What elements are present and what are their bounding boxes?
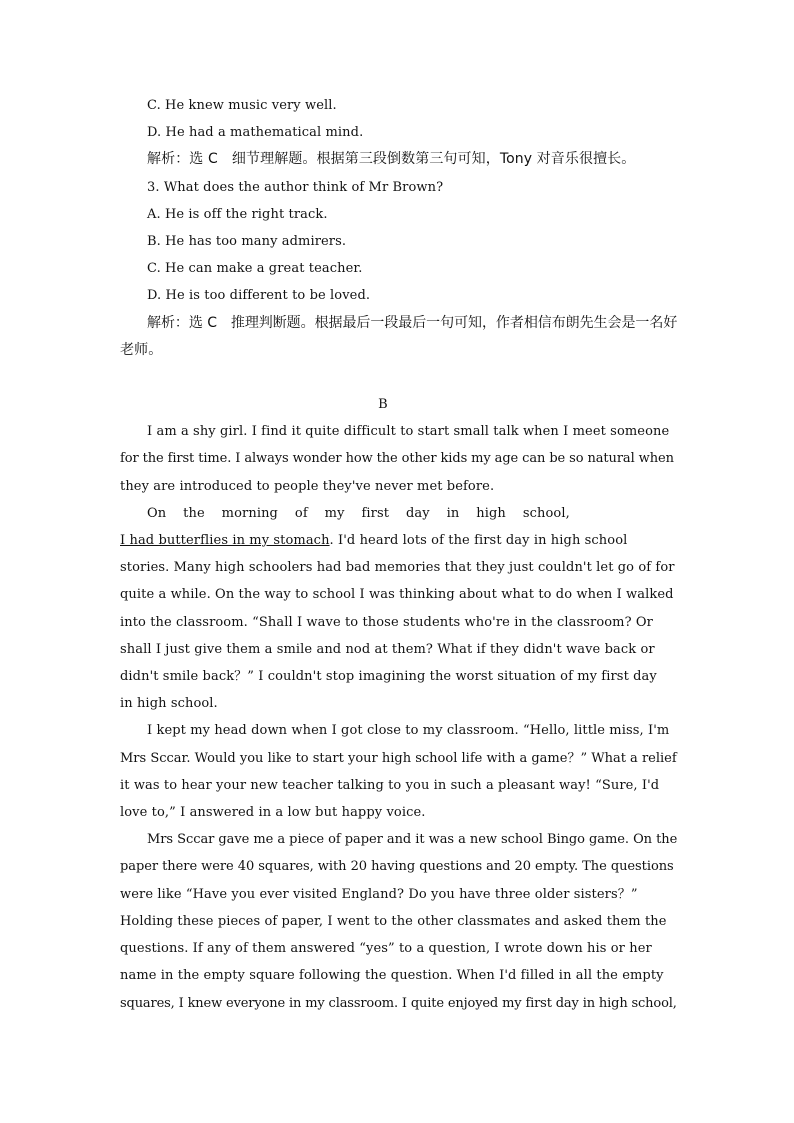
p4-line-4: Holding these pieces of paper, I went to the other classmates and asked them the [120,913,667,929]
p3-line-2: Mrs Sccar. Would you like to start your high school life with a game？” What a relief [120,750,677,766]
p4-line-1: Mrs Sccar gave me a piece of paper and it was a new school Bingo game. On the [147,832,678,848]
p3-line-1: I kept my head down when I got close to my classroom. “Hello, little miss, I'm [147,723,670,739]
p1-line-3: they are introduced to people they've never met before. [120,478,495,494]
p1-line-1: I am a shy girl. I find it quite difficult to start small talk when I meet someone [147,424,670,440]
p2-line-4: quite a while. On the way to school I was thinking about what to do when I walked [120,587,674,603]
p3-line-3: it was to hear your new teacher talking to you in such a pleasant way! “Sure, I'd [120,777,660,793]
p4-line-3: were like “Have you ever visited England? Do you have three older sisters？” [120,886,638,902]
q3-question: 3. What does the author think of Mr Brown? [147,179,444,195]
p2-line-7: didn't smile back？” I couldn't stop imagining the worst situation of my first day [120,669,657,685]
q3-analysis-line-1: 解析：选 C 推理判断题。根据最后一段最后一句可知，作者相信布朗先生会是一名好 [147,314,678,331]
q2-analysis: 解析：选 C 细节理解题。根据第三段倒数第三句可知，Tony 对音乐很擅长。 [147,151,636,168]
q2-option-c: C. He knew music very well. [147,98,337,113]
p2-line-6: shall I just give them a smile and nod at them? What if they didn't wave back or [120,641,655,657]
p2-line-3: stories. Many high schoolers had bad memories that they just couldn't let go of for [120,560,675,576]
p2-line-2 [120,527,676,554]
q3-option-a: A. He is off the right track. [147,206,328,222]
q3-option-b: B. He has too many admirers. [147,234,347,250]
q2-option-d: D. He had a mathematical mind. [147,125,364,141]
q3-option-d: D. He is too different to be loved. [147,288,371,304]
p1-line-2: for the first time. I always wonder how the other kids my age can be so natural when [120,451,674,467]
p2-line-8: in high school. [120,696,218,712]
p2-line-1: On the morning of my first day in high school, [147,505,570,521]
q3-analysis-line-2: 老师。 [120,341,163,358]
p4-line-5: questions. If any of them answered “yes” to a question, I wrote down his or her [120,941,652,957]
p4-line-6: name in the empty square following the question. When I'd filled in all the empty [120,968,664,984]
underlined-phrase: I had butterflies in my stomach [120,533,330,549]
section-gap [120,364,676,391]
document-page [120,92,676,1017]
p3-line-4: love to,” I answered in a low but happy voice. [120,805,426,821]
p2-line-2-rest: . I'd heard lots of the first day in high school [329,533,628,549]
p4-line-7: squares, I knew everyone in my classroom. I quite enjoyed my first day in high school, [120,995,677,1011]
passage-heading: B [378,397,388,413]
p4-line-2: paper there were 40 squares, with 20 having questions and 20 empty. The questions [120,859,674,875]
p2-line-5: into the classroom. “Shall I wave to those students who're in the classroom? Or [120,614,653,630]
q3-option-c: C. He can make a great teacher. [147,261,363,277]
